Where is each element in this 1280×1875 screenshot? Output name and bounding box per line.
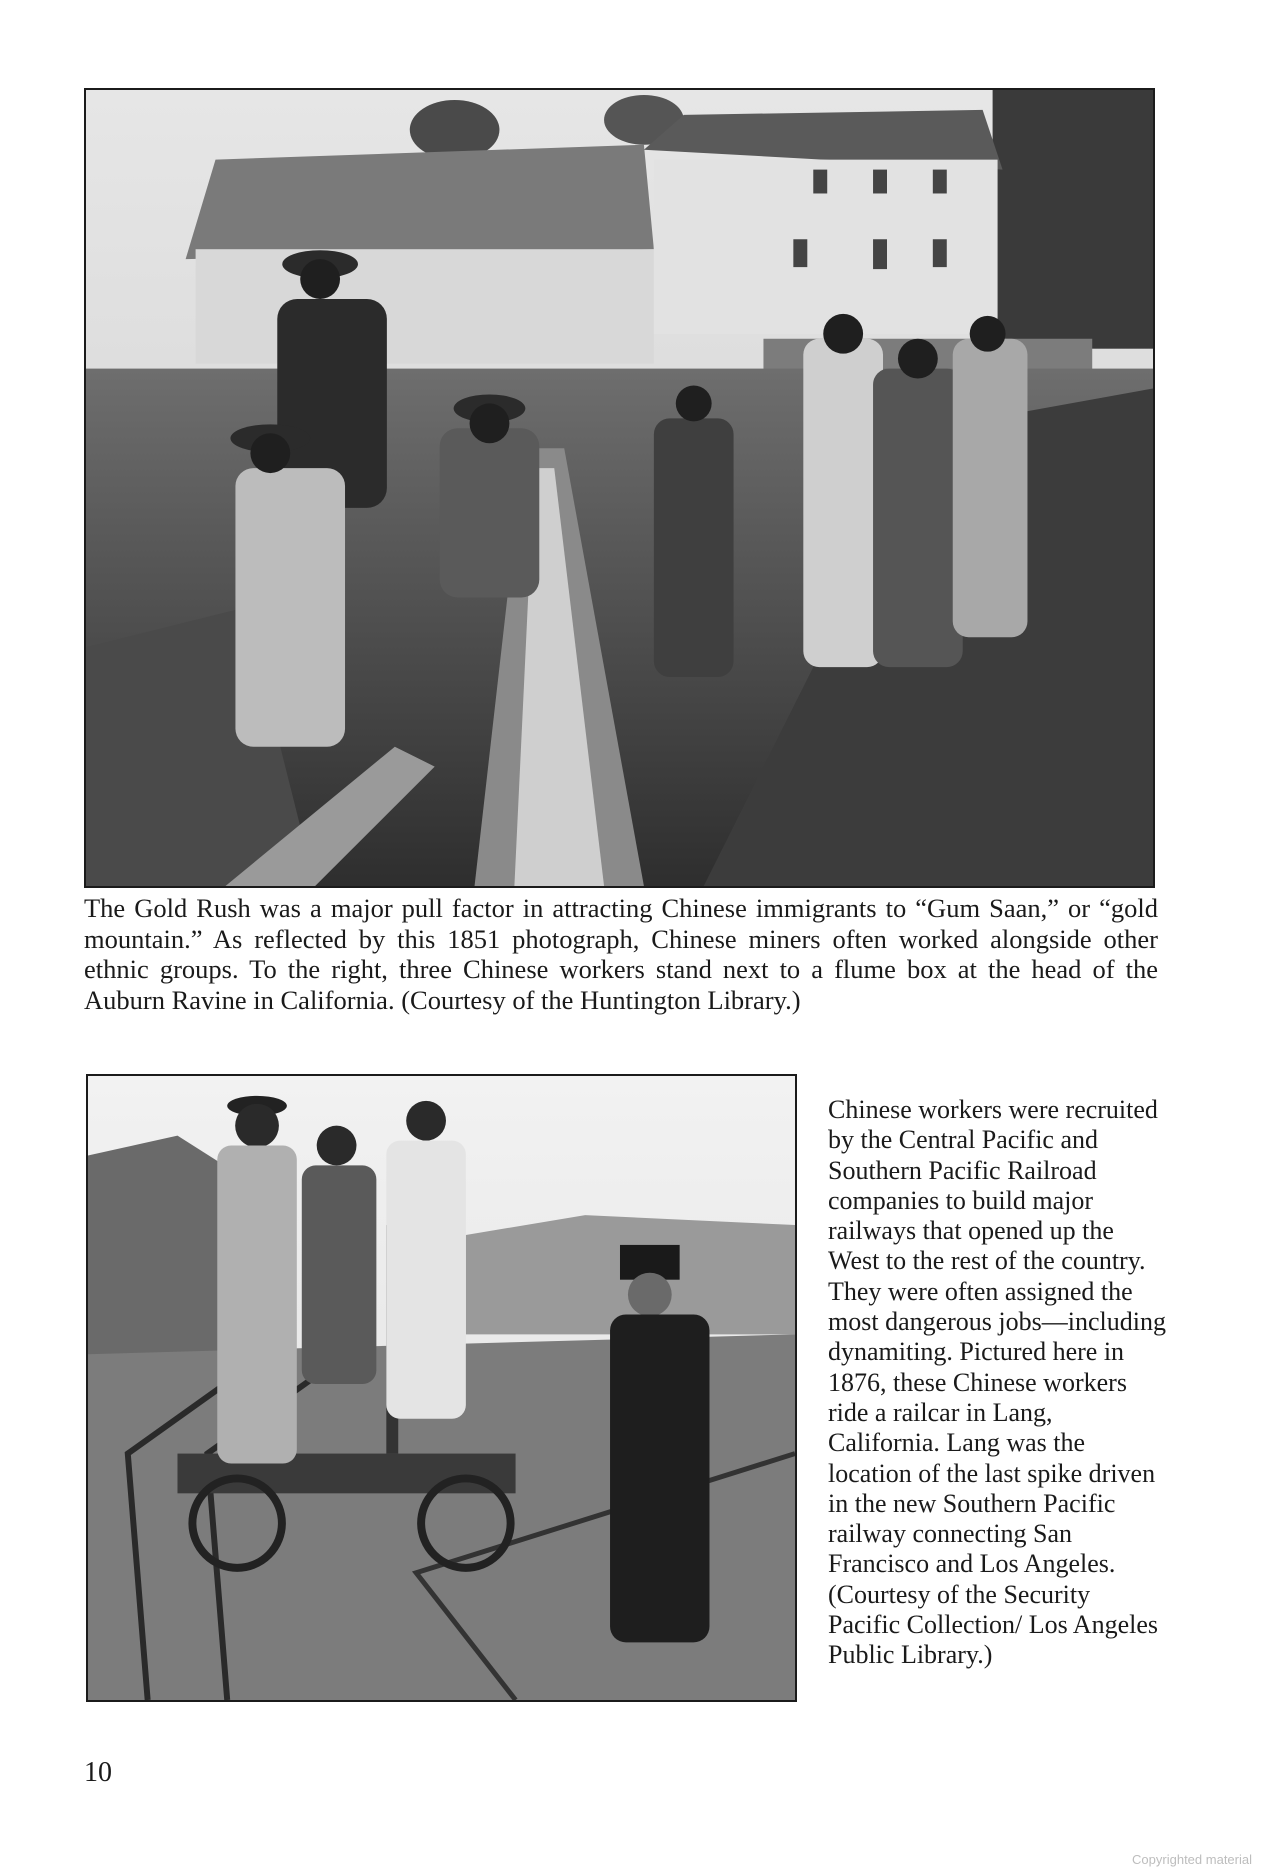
gold-rush-photo-image (86, 90, 1153, 886)
bottom-photo-caption: Chinese workers were recruited by the Central Pacific and Southern Pacific Railroad companies to build major railways that opened up the West to the rest of the country. They were often assigned the most dangerous jobs—including dynamiting. Pictured here in 1876, these Chinese workers ride a railcar in Lang, California. Lang was the location of the last spike driven in the new Southern Pacific railway connecting San Francisco and Los Angeles. (Courtesy of the Security Pacific Collection/ Los Angeles Public Library.) (828, 1095, 1166, 1670)
page-number: 10 (84, 1757, 112, 1788)
gold-rush-photo (84, 88, 1155, 888)
railcar-photo-image (88, 1076, 795, 1700)
top-photo-caption: The Gold Rush was a major pull factor in attracting Chinese immigrants to “Gum Saan,” or “gold mountain.” As reflected by this 1851 photograph, Chinese miners often worked alongside other ethnic groups. To the right, three Chinese workers stand next to a flume box at the head of the Auburn Ravine in California. (Courtesy of the Huntington Library.) (84, 893, 1158, 1015)
railcar-photo (86, 1074, 797, 1702)
copyright-watermark: Copyrighted material (1132, 1852, 1252, 1867)
